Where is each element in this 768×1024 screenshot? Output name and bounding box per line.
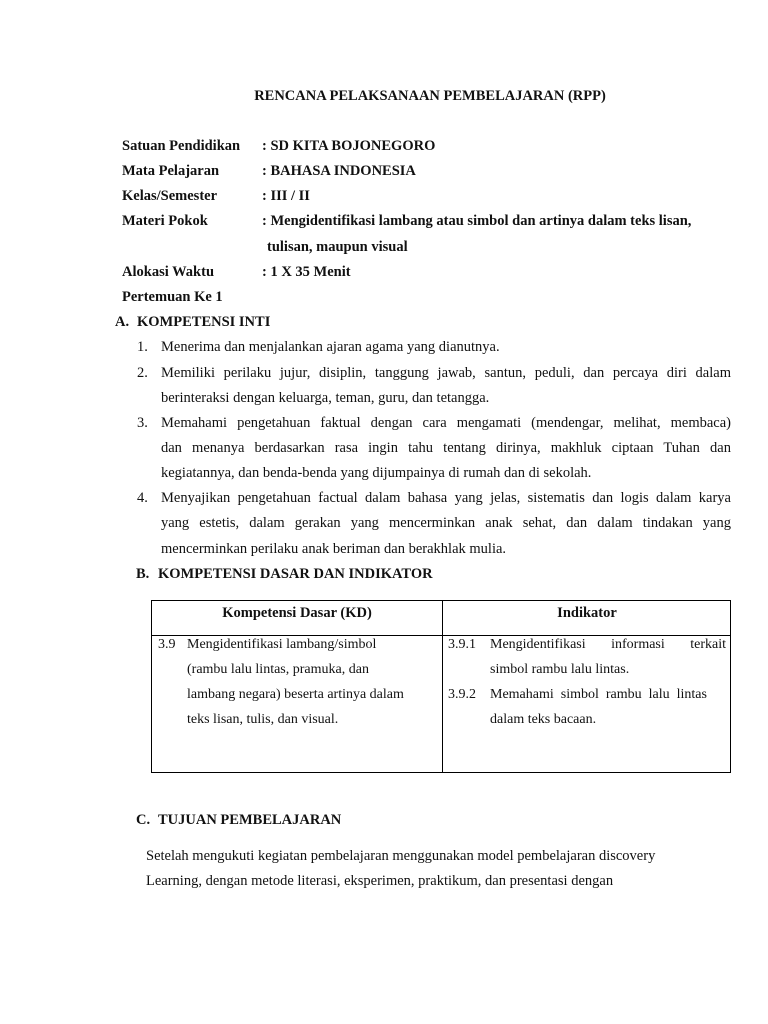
info-label-materi: Materi Pokok [122,213,208,229]
document-title: RENCANA PELAKSANAAN PEMBELAJARAN (RPP) [254,88,606,104]
kd-line-1: Mengidentifikasi lambang/simbol [187,637,377,652]
ki-item-4-line-2: yang estetis, dalam gerakan yang mencerminkan anak sehat, dan dalam tindakan yang [161,515,731,531]
info-label-alokasi: Alokasi Waktu [122,264,215,280]
indicator-1-code: 3.9.1 [448,637,476,652]
ki-item-1-line-1: Menerima dan menjalankan ajaran agama yang dianutnya. [161,339,500,355]
table-header-kd: Kompetensi Dasar (KD) [222,605,372,621]
ki-item-1-num: 1. [137,339,148,355]
kd-indicator-table [151,600,731,773]
tujuan-line-2: Learning, dengan metode literasi, eksperimen, praktikum, dan presentasi dengan [146,873,614,889]
section-a-heading [115,314,270,331]
indicator-2-code: 3.9.2 [448,687,476,702]
section-c-title: TUJUAN PEMBELAJARAN [158,812,342,828]
indicator-2-line-1: Memahami simbol rambu lalu lintas [490,687,707,702]
section-a-title: KOMPETENSI INTI [137,314,271,330]
section-c-letter: C. [136,812,151,828]
info-value-satuan: : SD KITA BOJONEGORO [262,138,436,154]
info-value-materi: : Mengidentifikasi lambang atau simbol dan artinya dalam teks lisan, [262,213,692,229]
ki-item-2-line-1: Memiliki perilaku jujur, disiplin, tanggung jawab, santun, peduli, dan percaya diri dalam [161,365,731,381]
table-header-indikator: Indikator [557,605,617,621]
ki-item-2-line-2: berinteraksi dengan keluarga, teman, guru, dan tetangga. [161,390,490,406]
kd-line-3: lambang negara) beserta artinya dalam [187,687,404,702]
indicator-1-line-1: Mengidentifikasi informasi terkait [490,637,726,652]
section-b-heading [136,566,433,583]
info-label-mapel: Mata Pelajaran [122,163,220,179]
info-value-kelas: : III / II [262,188,310,204]
ki-item-3-line-3: kegiatannya, dan benda-benda yang dijumpainya di rumah dan di sekolah. [161,465,592,481]
indicator-2-line-2: dalam teks bacaan. [490,712,597,727]
ki-item-2-num: 2. [137,365,148,381]
info-value-mapel: : BAHASA INDONESIA [262,163,416,179]
kd-code: 3.9 [158,637,176,652]
info-label-satuan: Satuan Pendidikan [122,138,241,154]
info-value-alokasi: : 1 X 35 Menit [262,264,351,280]
info-label-pertemuan: Pertemuan Ke 1 [122,289,223,305]
section-b-letter: B. [136,566,150,582]
ki-item-3-num: 3. [137,415,148,431]
indicator-1-line-2: simbol rambu lalu lintas. [490,662,630,677]
tujuan-line-1: Setelah mengukuti kegiatan pembelajaran menggunakan model pembelajaran discovery [146,848,656,864]
ki-item-3-line-2: dan menanya berdasarkan rasa ingin tahu tentang dirinya, makhluk ciptaan Tuhan dan [161,440,731,456]
kd-line-4: teks lisan, tulis, dan visual. [187,712,339,727]
kd-line-2: (rambu lalu lintas, pramuka, dan [187,662,369,677]
section-a-letter: A. [115,314,130,330]
ki-item-4-num: 4. [137,490,148,506]
section-c-heading [136,812,341,829]
ki-item-3-line-1: Memahami pengetahuan faktual dengan cara mengamati (mendengar, melihat, membaca) [161,415,731,431]
ki-item-4-line-1: Menyajikan pengetahuan factual dalam bahasa yang jelas, sistematis dan logis dalam karya [161,490,731,506]
info-label-kelas: Kelas/Semester [122,188,218,204]
section-b-title: KOMPETENSI DASAR DAN INDIKATOR [158,566,433,582]
info-value-materi-cont: tulisan, maupun visual [267,239,408,255]
ki-item-4-line-3: mencerminkan perilaku anak beriman dan berakhlak mulia. [161,541,507,557]
